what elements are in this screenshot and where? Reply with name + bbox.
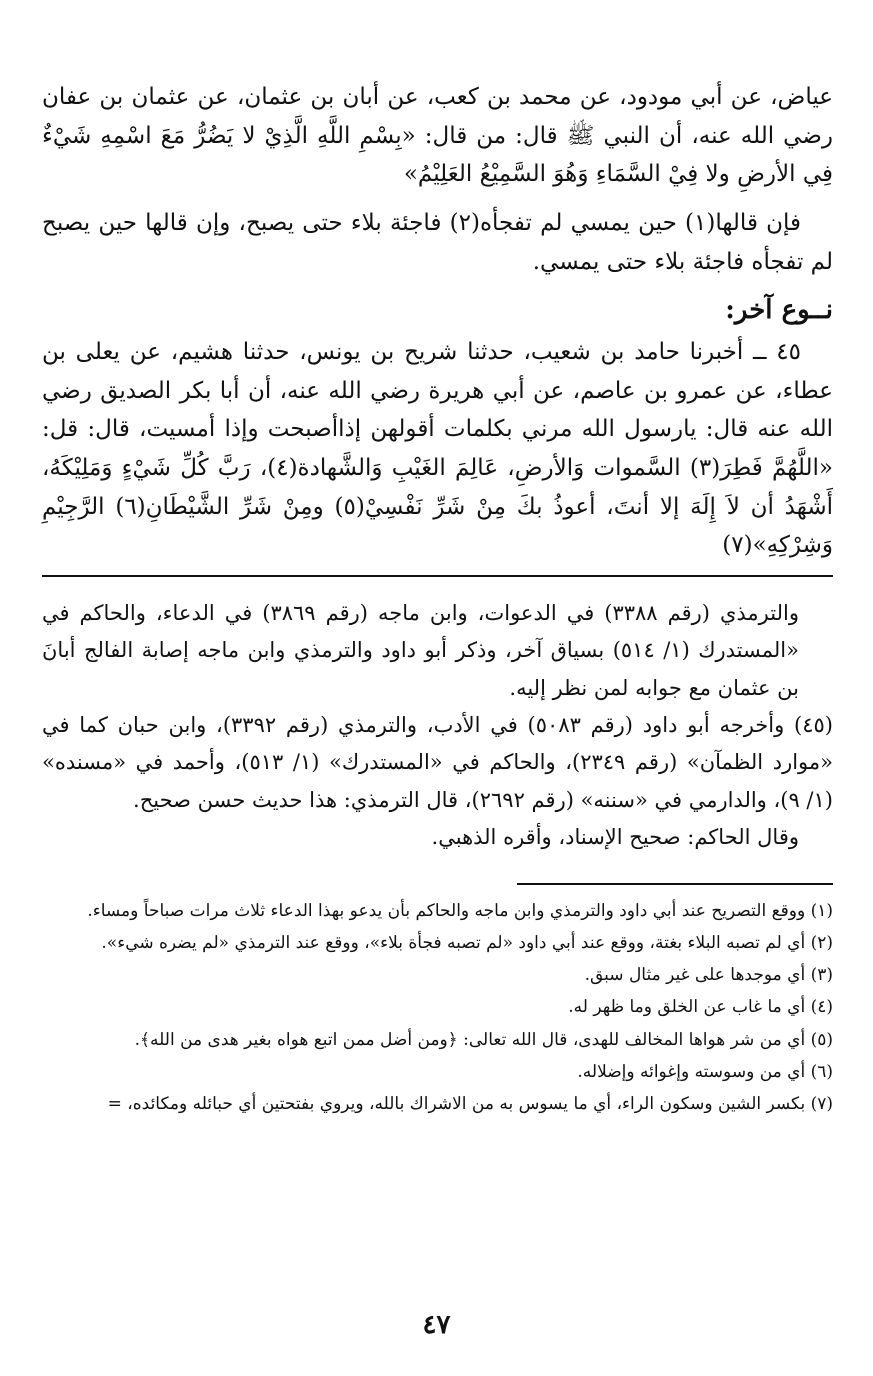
reference-45: (٤٥) وأخرجه أبو داود (رقم ٥٠٨٣) في الأدب، والترمذي (رقم ٣٣٩٢)، وابن حبان كما في «موارد الظمآن» (رقم ٢٣٤٩)، والحاكم في «المستدرك» (١/ ٥١٣)، وأحمد في «مسنده» (١/ ٩)، والدارمي في «سننه» (رقم ٢٦٩٢)، قال الترمذي: هذا حديث حسن صحيح.	[42, 713, 833, 812]
hadith-45-text: ٤٥ ــ أخبرنا حامد بن شعيب، حدثنا شريح بن يونس، حدثنا هشيم، عن يعلى بن عطاء، عن عمرو بن عاصم، عن أبي هريرة رضي الله عنه، أن أبا بكر الصديق رضي الله عنه قال: يارسول الله مرني بكلمات أقولهن إذاأصبحت وإذا أمسيت، قال: قل: «اللَّهُمَّ فَطِرَ(٣) السَّموات وَالأرضِ، عَالِمَ الغَيْبِ وَالشَّهادة(٤)، رَبَّ كُلِّ شَيْءٍ وَمَلِيْكَهُ، أَشْهَدُ أن لاَ إِلَهَ إلا أنتَ، أعوذُ بكَ مِنْ شَرِّ نَفْسِيْ(٥) ومِنْ شَرِّ الشَّيْطَانِ(٦) الرَّجِيْمِ وَشِرْكِهِ»(٧)	[42, 339, 833, 559]
hadith-text-continued: عياض، عن أبي مودود، عن محمد بن كعب، عن أبان بن عثمان، عن عثمان بن عفان رضي الله عنه، أن النبي ﷺ قال: من قال: «بِسْمِ اللَّهِ الَّذِيْ لا يَضُرُّ مَعَ اسْمِهِ شَيْءٌ فِي الأرضِ ولا فِيْ السَّمَاءِ وَهُوَ السَّمِيْعُ العَلِيْمُ»	[42, 84, 833, 188]
hadith-benefit-paragraph: فإن قالها(١) حين يمسي لم تفجأه(٢) فاجئة بلاء حتى يصبح، وإن قالها حين يصبح لم تفجأه فاجئة بلاء حتى يمسي.	[42, 209, 833, 275]
footnote-3: (٣) أي موجدها على غير مثال سبق.	[584, 965, 833, 986]
footnote-7: (٧) بكسر الشين وسكون الراء، أي ما يسوس به من الاشراك بالله، ويروي بفتحتين أي حبائله ومكائده، =	[107, 1094, 833, 1115]
footnote-5: (٥) أي من شر هواها المخالف للهدى، قال الله تعالى: ﴿ومن أضل ممن اتبع هواه بغير هدى من الله﴾.	[134, 1029, 833, 1050]
reference-hakim-note: وقال الحاكم: صحيح الإسناد، وأقره الذهبي.	[431, 825, 799, 850]
main-divider	[42, 575, 833, 577]
footnote-2: (٢) أي لم تصبه البلاء بغتة، ووقع عند أبي داود «لم تصبه فجأة بلاء»، ووقع عند الترمذي «لم يضره شيء».	[101, 932, 833, 953]
main-text	[42, 78, 833, 565]
footnotes-block	[42, 895, 833, 1121]
footnote-1: (١) ووقع التصريح عند أبي داود والترمذي وابن ماجه والحاكم بأن يدعو بهذا الدعاء ثلاث مرات صباحاً ومساء.	[87, 900, 833, 921]
footnote-6: (٦) أي من وسوسته وإغوائه وإضلاله.	[577, 1061, 833, 1082]
footnote-4: (٤) أي ما غاب عن الخلق وما ظهر له.	[568, 997, 833, 1018]
footnote-rule	[517, 883, 833, 885]
page-number: ٤٧	[422, 1310, 451, 1340]
reference-continued: والترمذي (رقم ٣٣٨٨) في الدعوات، وابن ماجه (رقم ٣٨٦٩) في الدعاء، والحاكم في «المستدرك (١/ ٥١٤) بسياق آخر، وذكر أبو داود والترمذي وابن ماجه إصابة الفالج أبانَ بن عثمان مع جوابه لمن نظر إليه.	[42, 600, 799, 700]
section-heading: نــوع آخر:	[725, 295, 833, 326]
references-block	[42, 595, 833, 857]
